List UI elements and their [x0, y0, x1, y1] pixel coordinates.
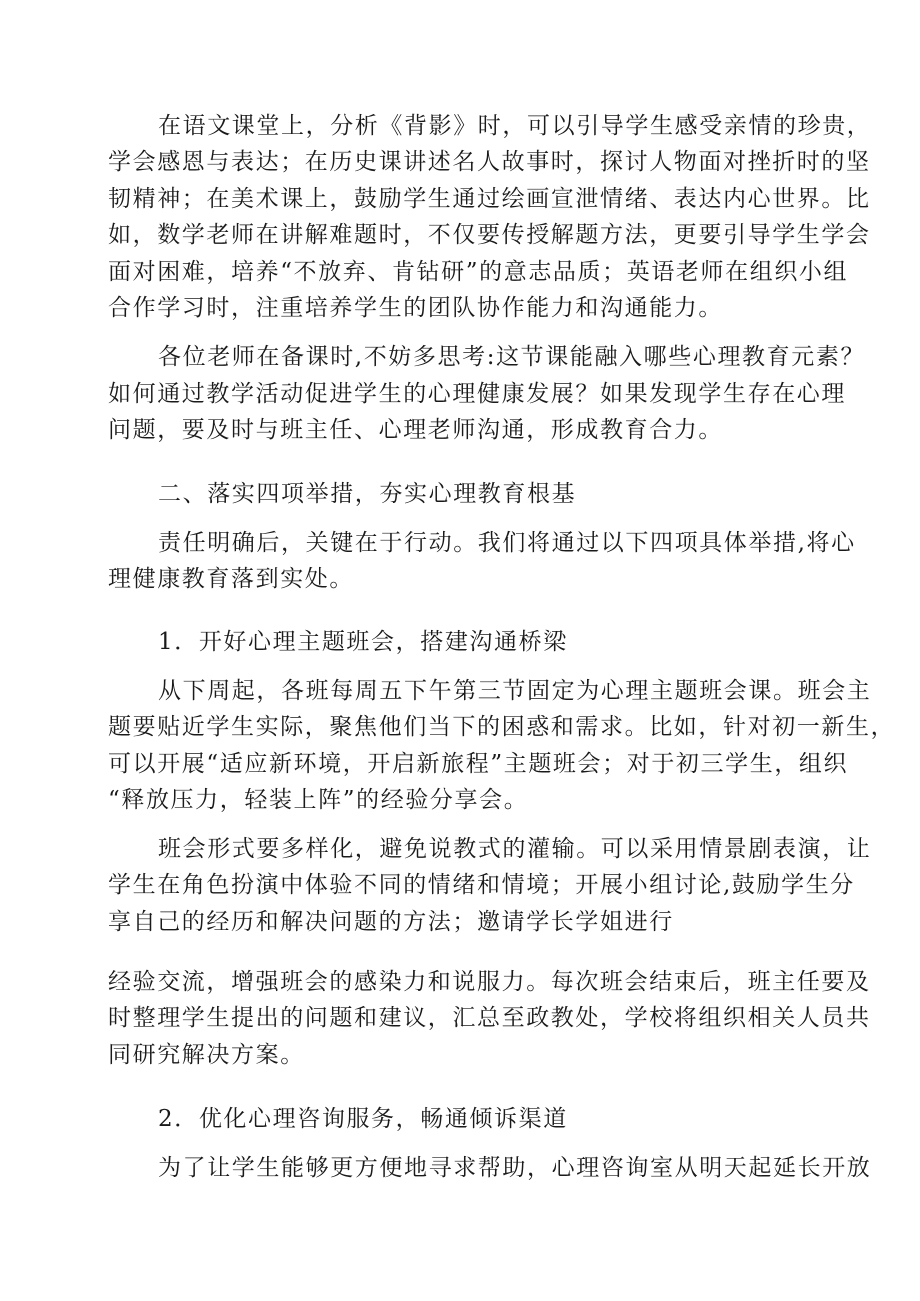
- subheading-1: 1．开好心理主题班会，搭建沟通桥梁: [158, 629, 568, 655]
- paragraph-5-line-4: 经验交流，增强班会的感染力和说服力。每次班会结束后，班主任要及: [108, 969, 871, 995]
- paragraph-3-line-2: 理健康教育落到实处。: [108, 566, 354, 592]
- paragraph-1-line-3: 韧精神；在美术课上，鼓励学生通过绘画宣泄情绪、表达内心世界。比: [108, 186, 871, 212]
- section-heading: 二、落实四项举措，夯实心理教育根基: [158, 481, 577, 507]
- paragraph-1-line-6: 合作学习时，注重培养学生的团队协作能力和沟通能力。: [108, 295, 723, 321]
- paragraph-6-line-1: 为了让学生能够更方便地寻求帮助，心理咨询室从明天起延长开放: [158, 1155, 872, 1181]
- paragraph-5-line-6: 同研究解决方案。: [108, 1042, 305, 1068]
- paragraph-1-line-5: 面对困难，培养“不放弃、肯钻研”的意志品质；英语老师在组织小组: [108, 259, 849, 285]
- paragraph-4-line-1: 从下周起，各班每周五下午第三节固定为心理主题班会课。班会主: [158, 678, 872, 704]
- paragraph-5-line-5: 时整理学生提出的问题和建议，汇总至政教处，学校将组织相关人员共: [108, 1005, 871, 1031]
- paragraph-2-line-2: 如何通过教学活动促进学生的心理健康发展？如果发现学生存在心理: [108, 381, 846, 407]
- paragraph-5-line-1: 班会形式要多样化，避免说教式的灌输。可以采用情景剧表演，让: [158, 836, 872, 862]
- paragraph-4-line-4: “释放压力，轻装上阵”的经验分享会。: [108, 787, 529, 813]
- paragraph-4-line-2: 题要贴近学生实际，聚焦他们当下的困惑和需求。比如，针对初一新生，: [108, 714, 896, 740]
- paragraph-3-line-1: 责任明确后，关键在于行动。我们将通过以下四项具体举措,将心: [158, 530, 856, 556]
- paragraph-2-line-3: 问题，要及时与班主任、心理老师沟通，形成教育合力。: [108, 417, 723, 443]
- paragraph-5-line-2: 学生在角色扮演中体验不同的情绪和情境；开展小组讨论,鼓励学生分: [108, 872, 855, 898]
- paragraph-2-line-1: 各位老师在备课时,不妨多思考:这节课能融入哪些心理教育元素？: [158, 344, 866, 370]
- paragraph-5-line-3: 享自己的经历和解决问题的方法；邀请学长学姐进行: [108, 909, 674, 935]
- paragraph-1-line-1: 在语文课堂上，分析《背影》时，可以引导学生感受亲情的珍贵，: [158, 113, 872, 139]
- subheading-2: 2．优化心理咨询服务，畅通倾诉渠道: [158, 1106, 568, 1132]
- paragraph-4-line-3: 可以开展“适应新环境，开启新旅程”主题班会；对于初三学生，组织: [108, 751, 849, 777]
- paragraph-1-line-2: 学会感恩与表达；在历史课讲述名人故事时，探讨人物面对挫折时的坚: [108, 149, 871, 175]
- paragraph-1-line-4: 如，数学老师在讲解难题时，不仅要传授解题方法，更要引导学生学会: [108, 222, 871, 248]
